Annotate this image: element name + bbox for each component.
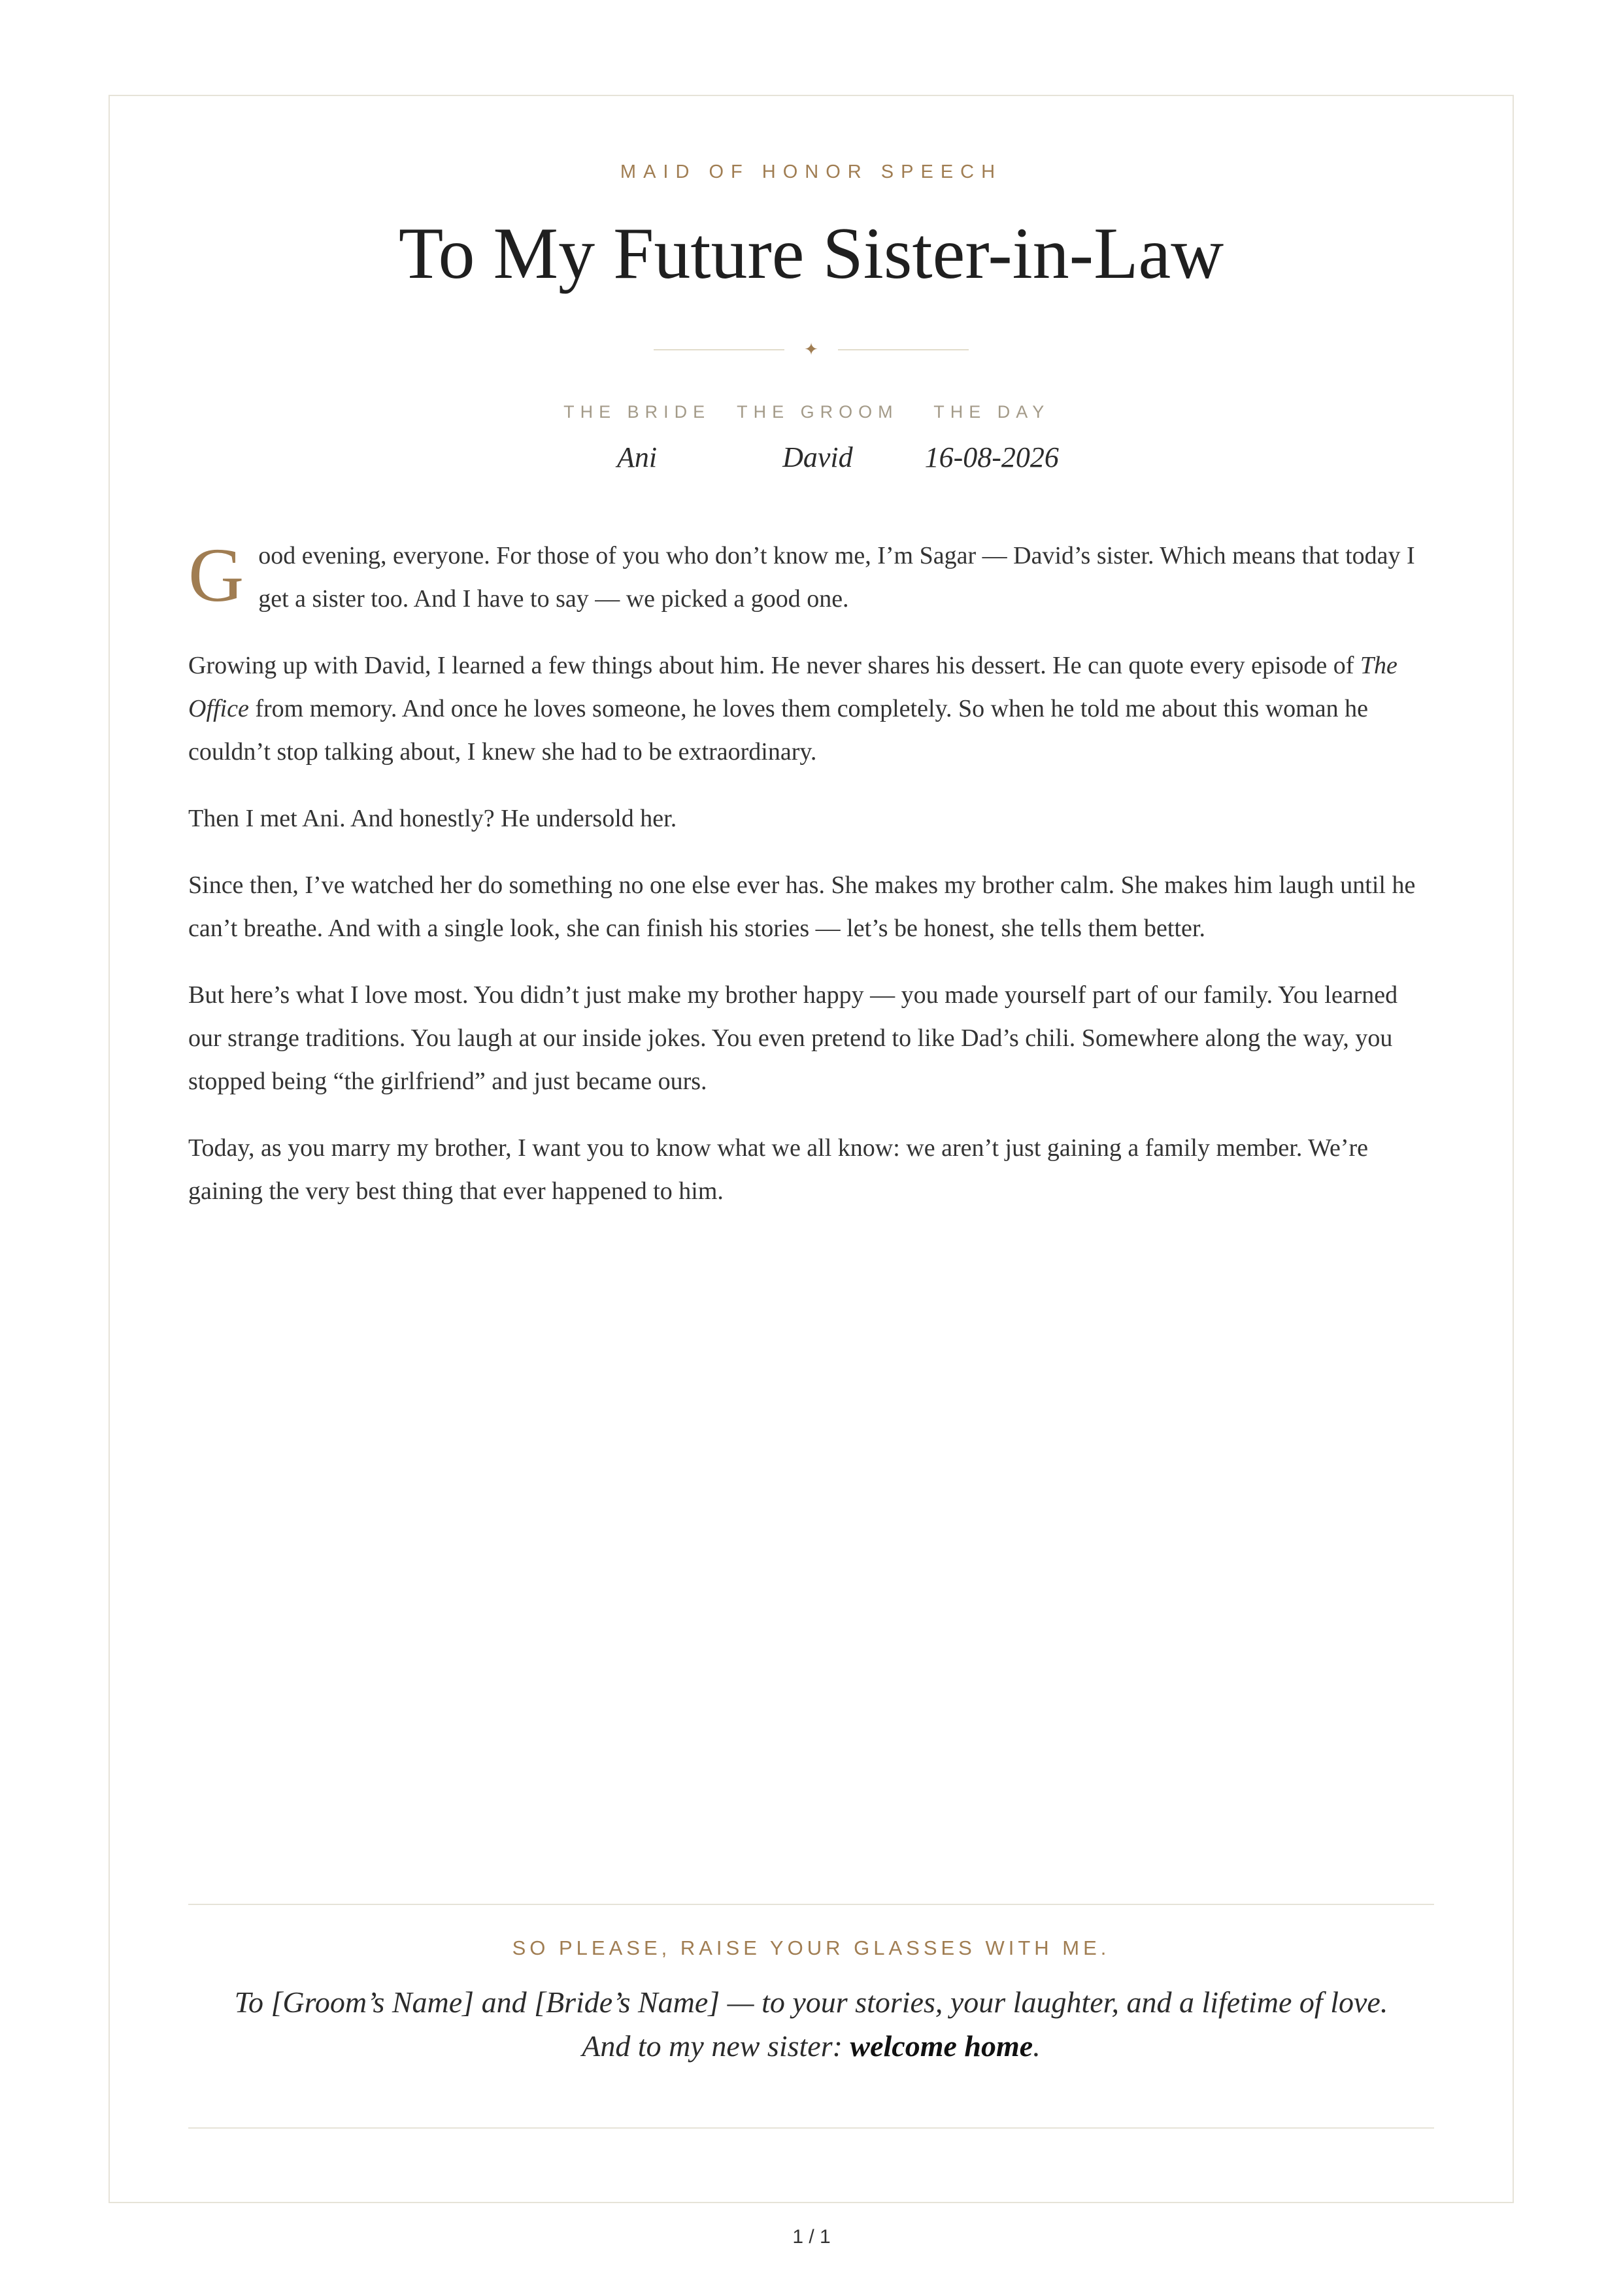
bride-label: THE BRIDE <box>563 402 711 422</box>
paragraph-2-text-end: from memory. And once he loves someone, he loves them completely. So when he told me about this woman he couldn’t stop talking about, I knew she had to be extraordinary. <box>188 695 1368 766</box>
welcome-line-end: . <box>1033 2029 1041 2063</box>
divider-line-right <box>838 349 969 350</box>
wedding-date: 16-08-2026 <box>924 441 1059 473</box>
document-content <box>188 96 1434 2202</box>
welcome-line <box>188 2029 1434 2063</box>
show-title: The Office <box>188 652 1397 722</box>
speech-body <box>188 534 1434 1236</box>
speech-paragraph-3: Then I met Ani. And honestly? He undersold her. <box>188 805 677 832</box>
divider-line-left <box>654 349 784 350</box>
toast-section <box>188 1904 1434 2129</box>
toast-callout: SO PLEASE, RAISE YOUR GLASSES WITH ME. <box>512 1936 1111 1959</box>
page-title: To My Future Sister-in-Law <box>398 213 1224 294</box>
speech-paragraph-2 <box>188 644 1434 773</box>
speech-paragraph-6: Today, as you marry my brother, I want you to know what we all know: we aren’t just gaining a family member. We’re gaining the very best thing that ever happened to him. <box>188 1134 1369 1205</box>
welcome-line-start: And to my new sister: <box>582 2029 850 2063</box>
speech-paragraph-5: But here’s what I love most. You didn’t just make my brother happy — you made yourself part of our family. You learned our strange traditions. You laugh at our inside jokes. You even pretend to like Dad’s chili. Somewhere along the way, you stopped being “the girlfriend” and just became ours. <box>188 981 1398 1095</box>
sparkle-icon: ✦ <box>804 340 818 360</box>
page-frame <box>109 95 1514 2203</box>
bride-detail <box>563 402 711 474</box>
speech-paragraph-1 <box>188 534 1434 620</box>
day-label: THE DAY <box>933 402 1050 422</box>
speech-type-label: MAID OF HONOR SPEECH <box>620 161 1003 182</box>
speech-paragraph-4: Since then, I’ve watched her do something no one else ever has. She makes my brother calm. She makes him laugh until he can’t breathe. And with a single look, she can finish his stories — let’s be honest, she tells them better. <box>188 871 1416 942</box>
wedding-details <box>188 402 1434 474</box>
toast-line: To [Groom’s Name] and [Bride’s Name] — to your stories, your laughter, and a lifetime of love. <box>234 1985 1388 2019</box>
groom-label: THE GROOM <box>737 402 899 422</box>
page-number: 1 / 1 <box>792 2226 831 2248</box>
day-detail <box>925 402 1059 474</box>
groom-detail <box>737 402 899 474</box>
paragraph-1-text: ood evening, everyone. For those of you who don’t know me, I’m Sagar — David’s sister. Which means that today I get a sister too. And I have to say — we picked a good one. <box>258 542 1415 613</box>
title-divider <box>188 337 1434 363</box>
paragraph-2-text-start: Growing up with David, I learned a few things about him. He never shares his dessert. He can quote every episode of <box>188 652 1360 679</box>
welcome-home-emphasis: welcome home <box>850 2029 1033 2063</box>
groom-name: David <box>782 441 853 473</box>
bride-name: Ani <box>617 441 658 473</box>
drop-cap-letter: G <box>188 532 244 618</box>
